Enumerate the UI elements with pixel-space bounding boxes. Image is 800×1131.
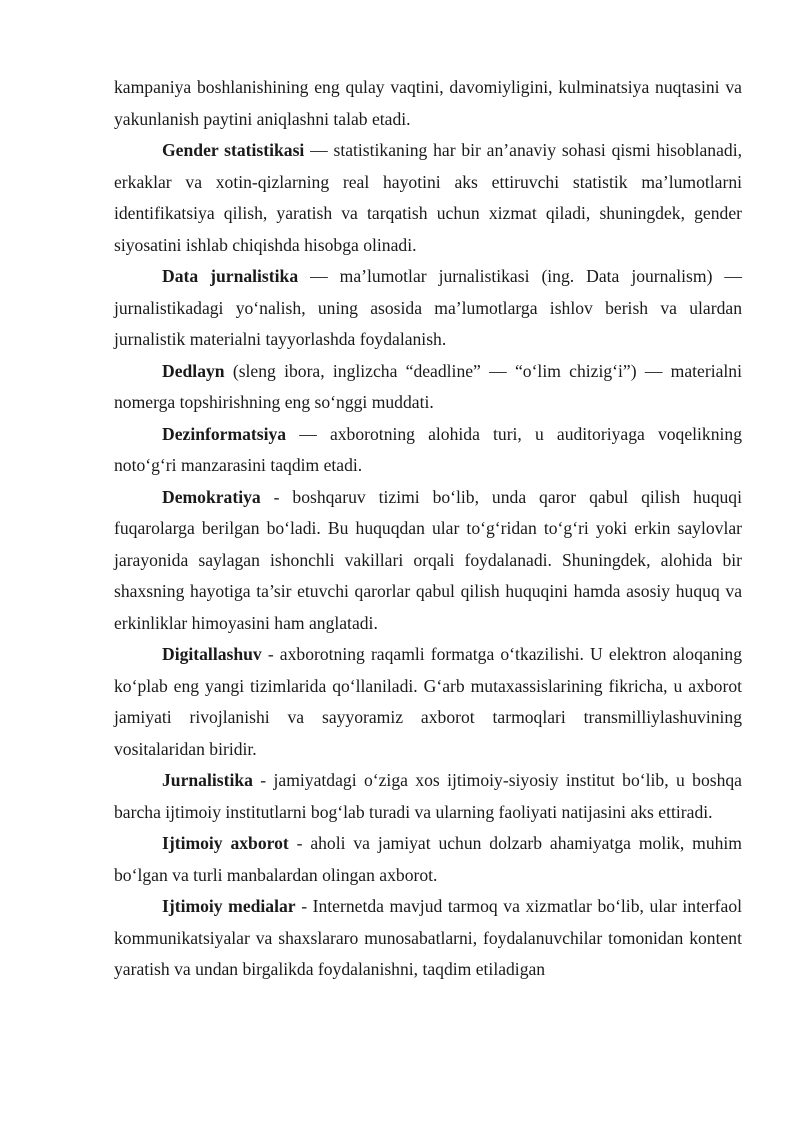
entry-definition: — ma’lumotlar jurnalistikasi (ing. Data journalism) — jurnalistikadagi yo‘nalish, uning asosida ma’lumotlarga ishlov berish va ulardan jurnalistik materialni tayyorlashda foydalanish.: [114, 266, 742, 349]
glossary-entry: [114, 891, 742, 986]
glossary-entry: [114, 828, 742, 891]
entry-term: Ijtimoiy medialar: [162, 896, 296, 916]
entry-term: Digitallashuv: [162, 644, 262, 664]
entry-definition: - axborotning raqamli formatga o‘tkazilishi. U elektron aloqaning ko‘plab eng yangi tizimlarida qo‘llaniladi. G‘arb mutaxassislarining fikricha, u axborot jamiyati rivojlanishi va sayyoramiz axborot tarmoqlari transmilliylashuvining vositalaridan biridir.: [114, 644, 742, 759]
document-page: [114, 72, 742, 986]
entry-definition: — axborotning alohida turi, u auditoriyaga voqelikning noto‘g‘ri manzarasini taqdim etadi.: [114, 423, 742, 475]
entry-term: Demokratiya: [162, 486, 261, 507]
glossary-entry: [114, 482, 742, 640]
glossary-entry: [114, 135, 742, 261]
glossary-entry: [114, 356, 742, 419]
entry-definition: (sleng ibora, inglizcha “deadline” — “o‘lim chizig‘i”) — materialni nomerga topshirishning eng so‘nggi muddati.: [114, 360, 742, 412]
entry-definition: - aholi va jamiyat uchun dolzarb ahamiyatga molik, muhim bo‘lgan va turli manbalardan olingan axborot.: [114, 833, 742, 885]
entry-term: Ijtimoiy axborot: [162, 833, 289, 853]
entry-term: Jurnalistika: [162, 770, 253, 790]
entry-definition: — statistikaning har bir an’anaviy sohasi qismi hisoblanadi, erkaklar va xotin-qizlarning real hayotini aks ettiruvchi statistik ma’lumotlarni identifikatsiya qilish, yaratish va tarqatish uchun xizmat qiladi, shuningdek, gender siyosatini ishlab chiqishda hisobga olinadi.: [114, 140, 742, 255]
entry-term: Gender statistikasi: [162, 140, 305, 160]
continued-paragraph: kampaniya boshlanishining eng qulay vaqtini, davomiyligini, kulminatsiya nuqtasini va yakunlanish paytini aniqlashni talab etadi.: [114, 77, 742, 129]
entry-definition: - boshqaruv tizimi bo‘lib, unda qaror qabul qilish huquqi fuqarolarga berilgan bo‘ladi. Bu huquqdan ular to‘g‘ridan to‘g‘ri yoki erkin saylovlar jarayonida saylagan ishonchli vakillari orqali foydalanadi. Shuningdek, alohida bir shaxsning hayotiga ta’sir etuvchi qarorlar qabul qilish huquqini hamda asosiy huquq va erkinliklar himoyasini ham anglatadi.: [114, 486, 742, 633]
entry-definition: - jamiyatdagi o‘ziga xos ijtimoiy-siyosiy institut bo‘lib, u boshqa barcha ijtimoiy institutlarni bog‘lab turadi va ularning faoliyati natijasini aks ettiradi.: [114, 770, 742, 822]
entry-term: Dedlayn: [162, 360, 225, 381]
glossary-entry: [114, 419, 742, 482]
glossary-entry: [114, 765, 742, 828]
entry-term: Data jurnalistika: [162, 266, 299, 286]
entry-definition: - Internetda mavjud tarmoq va xizmatlar bo‘lib, ular interfaol kommunikatsiyalar va shaxslararo munosabatlarni, foydalanuvchilar tomonidan kontent yaratish va undan birgalikda foydalanishni, taqdim etiladigan: [114, 896, 742, 979]
glossary-entry: [114, 261, 742, 356]
entry-term: Dezinformatsiya: [162, 423, 287, 444]
glossary-entry: [114, 639, 742, 765]
